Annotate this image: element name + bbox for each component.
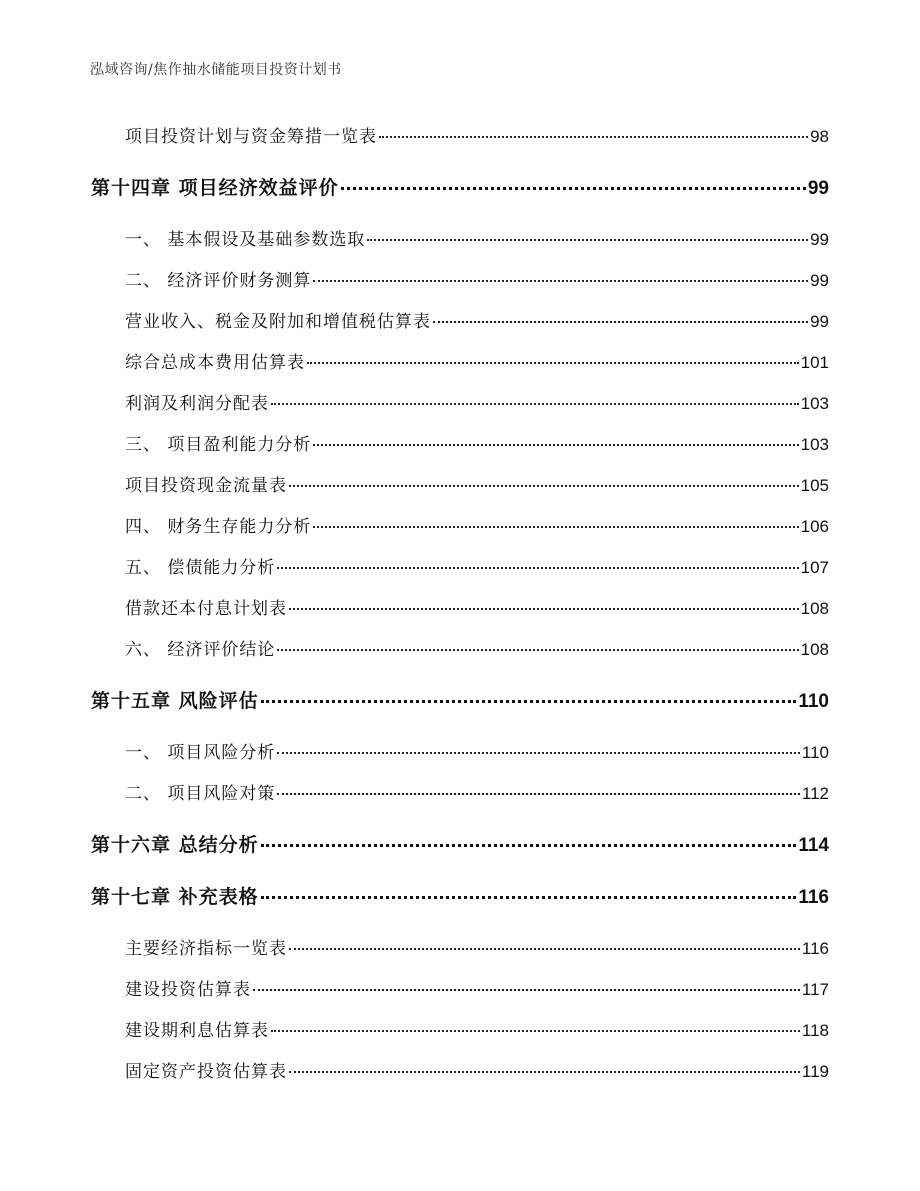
toc-chapter-row[interactable] xyxy=(0,882,920,909)
toc-section-row[interactable] xyxy=(0,635,920,660)
toc-chapter-row[interactable] xyxy=(0,173,920,200)
toc-page-number: 99 xyxy=(807,178,829,199)
toc-section-row[interactable] xyxy=(0,738,920,763)
toc-entry-title: 第十七章 补充表格 xyxy=(91,886,259,908)
toc-entry-title: 二、 项目风险对策 xyxy=(125,784,276,804)
toc-dot-leader xyxy=(271,403,799,405)
toc-dot-leader xyxy=(379,136,808,138)
toc-section-row[interactable] xyxy=(0,307,920,332)
toc-page-number: 116 xyxy=(801,939,829,958)
toc-dot-leader xyxy=(307,362,799,364)
toc-page-number: 105 xyxy=(800,476,829,495)
toc-entry-title: 一、 项目风险分析 xyxy=(125,743,276,763)
toc-dot-leader xyxy=(271,1030,800,1032)
toc-entry-title: 第十五章 风险评估 xyxy=(91,690,259,712)
toc-dot-leader xyxy=(289,485,799,487)
toc-page-number: 116 xyxy=(798,887,829,908)
toc-entry-title: 二、 经济评价财务测算 xyxy=(125,271,312,291)
toc-entry-title: 固定资产投资估算表 xyxy=(125,1062,287,1082)
toc-entry-title: 第十四章 项目经济效益评价 xyxy=(91,177,339,199)
toc-section-row[interactable] xyxy=(0,122,920,147)
toc-section-row[interactable] xyxy=(0,1057,920,1082)
toc-entry-title: 第十六章 总结分析 xyxy=(91,834,259,856)
toc-page-number: 103 xyxy=(800,435,829,454)
toc-page-number: 108 xyxy=(800,640,829,659)
toc-entry-title: 建设投资估算表 xyxy=(125,980,251,1000)
toc-entry-title: 建设期利息估算表 xyxy=(125,1021,269,1041)
toc-dot-leader xyxy=(313,280,808,282)
toc-entry-title: 五、 偿债能力分析 xyxy=(125,558,276,578)
toc-page-number: 99 xyxy=(810,230,829,249)
toc-section-row[interactable] xyxy=(0,430,920,455)
toc-dot-leader xyxy=(367,239,808,241)
toc-entry-title: 项目投资计划与资金筹措一览表 xyxy=(125,127,377,147)
toc-section-row[interactable] xyxy=(0,266,920,291)
toc-chapter-row[interactable] xyxy=(0,686,920,713)
toc-dot-leader xyxy=(289,948,800,950)
toc-page-number: 99 xyxy=(810,312,829,331)
toc-dot-leader xyxy=(277,649,798,651)
toc-entry-title: 项目投资现金流量表 xyxy=(125,476,287,496)
toc-dot-leader xyxy=(261,844,797,847)
toc-entry-title: 一、 基本假设及基础参数选取 xyxy=(125,230,366,250)
toc-page-number: 98 xyxy=(810,127,829,146)
toc-dot-leader xyxy=(341,187,806,190)
toc-section-row[interactable] xyxy=(0,512,920,537)
toc-entry-title: 主要经济指标一览表 xyxy=(125,939,287,959)
toc-entry-title: 三、 项目盈利能力分析 xyxy=(125,435,312,455)
toc-dot-leader xyxy=(253,989,800,991)
toc-page-number: 108 xyxy=(800,599,829,618)
toc-dot-leader xyxy=(277,567,798,569)
toc-entry-title: 四、 财务生存能力分析 xyxy=(125,517,312,537)
toc-page-number: 118 xyxy=(801,1021,829,1040)
page-header: 泓域咨询/焦作抽水储能项目投资计划书 xyxy=(90,62,342,78)
toc-dot-leader xyxy=(261,700,797,703)
toc-section-row[interactable] xyxy=(0,348,920,373)
toc-chapter-row[interactable] xyxy=(0,830,920,857)
toc-entry-title: 借款还本付息计划表 xyxy=(125,599,287,619)
toc-page-number: 99 xyxy=(810,271,829,290)
toc-dot-leader xyxy=(433,321,808,323)
toc-section-row[interactable] xyxy=(0,389,920,414)
toc-section-row[interactable] xyxy=(0,471,920,496)
toc-section-row[interactable] xyxy=(0,1016,920,1041)
toc-page-number: 103 xyxy=(800,394,829,413)
toc-section-row[interactable] xyxy=(0,225,920,250)
toc-entry-title: 六、 经济评价结论 xyxy=(125,640,276,660)
toc-page-number: 117 xyxy=(801,980,829,999)
toc-dot-leader xyxy=(277,752,799,754)
toc-page-number: 119 xyxy=(801,1062,829,1081)
toc-page-number: 112 xyxy=(801,784,829,803)
toc-dot-leader xyxy=(289,1071,800,1073)
toc-dot-leader xyxy=(313,444,798,446)
toc-dot-leader xyxy=(313,526,798,528)
toc-section-row[interactable] xyxy=(0,553,920,578)
toc-page-number: 107 xyxy=(800,558,829,577)
toc-dot-leader xyxy=(277,793,799,795)
toc-entry-title: 营业收入、税金及附加和增值税估算表 xyxy=(125,312,431,332)
toc-page-number: 110 xyxy=(801,743,829,762)
toc-page-number: 114 xyxy=(798,835,829,856)
toc-page-number: 101 xyxy=(800,353,829,372)
toc-section-row[interactable] xyxy=(0,779,920,804)
toc-dot-leader xyxy=(261,896,797,899)
toc-section-row[interactable] xyxy=(0,934,920,959)
toc-page-number: 110 xyxy=(798,691,829,712)
toc-entry-title: 综合总成本费用估算表 xyxy=(125,353,305,373)
toc-entry-title: 利润及利润分配表 xyxy=(125,394,269,414)
toc-page-number: 106 xyxy=(800,517,829,536)
toc-dot-leader xyxy=(289,608,799,610)
toc-section-row[interactable] xyxy=(0,594,920,619)
toc-section-row[interactable] xyxy=(0,975,920,1000)
